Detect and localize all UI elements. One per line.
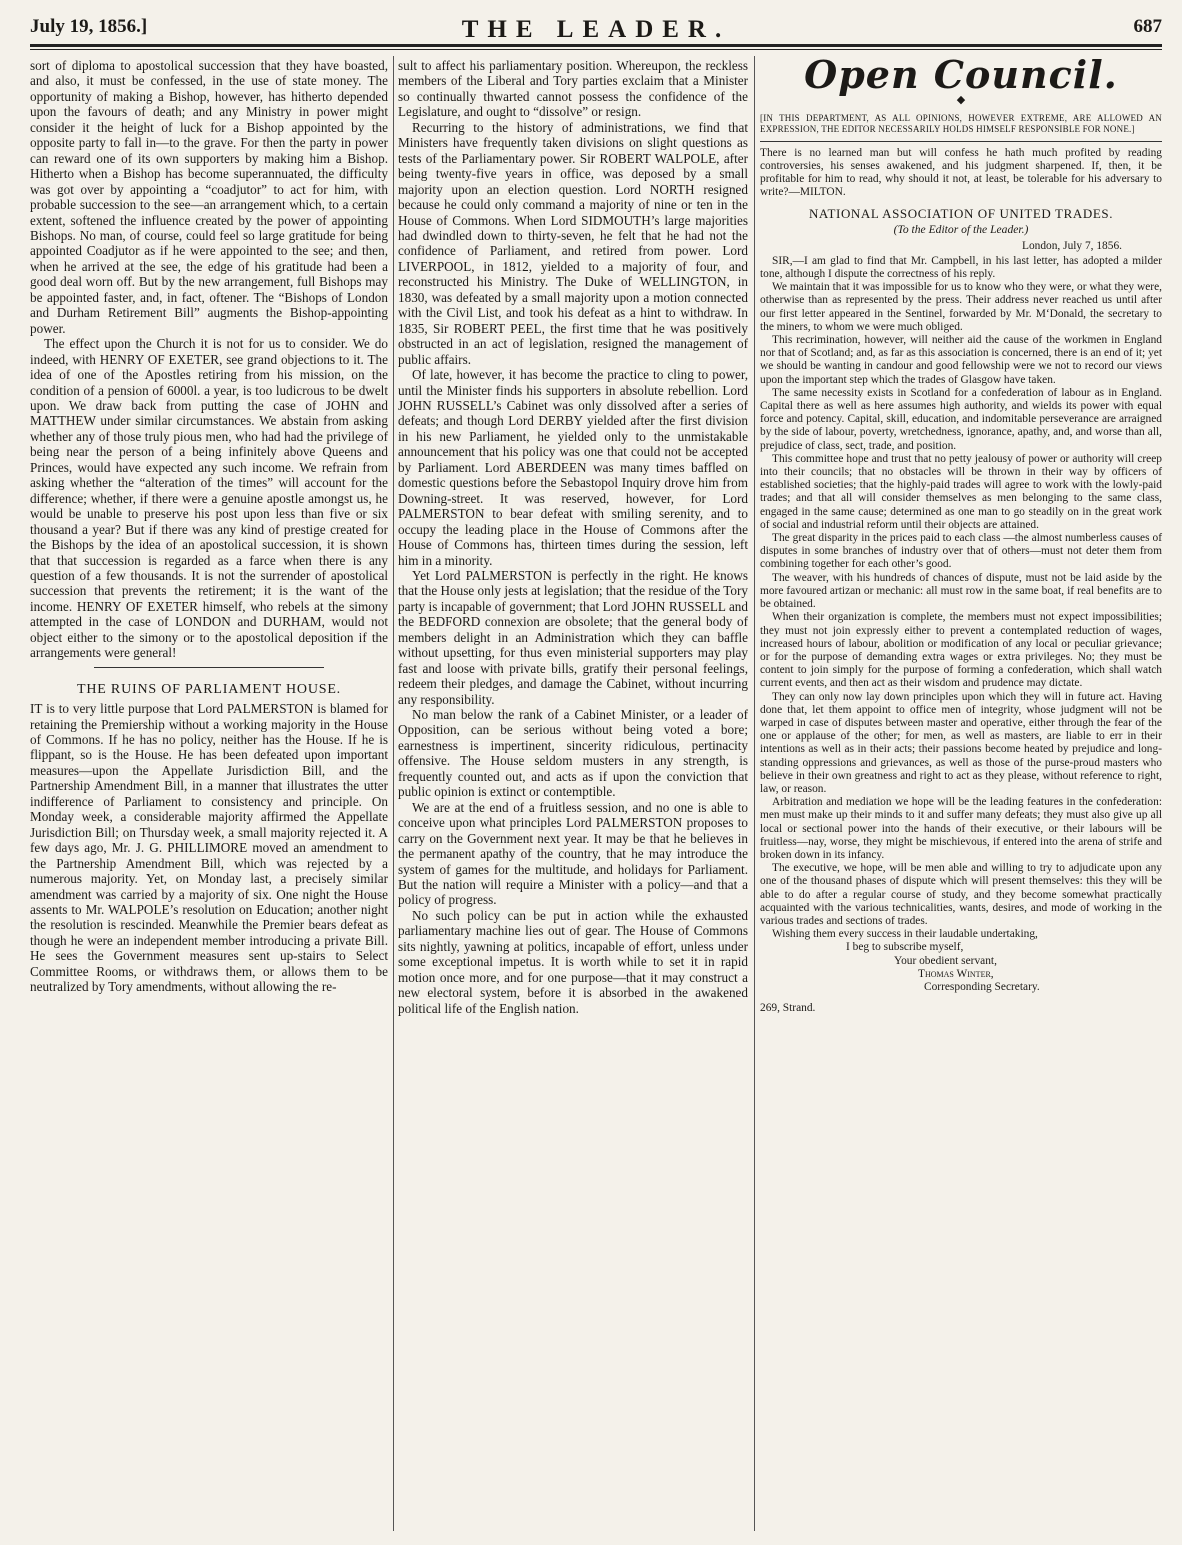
- letter-paragraph: The great disparity in the prices paid to each class —the almost numberless causes of disputes in some branches of industry over that of others—must not deter them from combining together for each other’s good.: [760, 532, 1162, 571]
- article-paragraph: Recurring to the history of administrations, we find that Ministers have frequently taken divisions on slight questions as tests of the Parliamentary power. Sir ROBERT WALPOLE, after being twenty-five years in office, was deposed by a small majority upon an election question. Lord NORTH resigned because he could only command a majority of nine or ten in the House of Commons. When Lord SIDMOUTH’s large majorities had dwindled down to thirty-seven, he felt that he had not the confidence of Parliament, and retired from power. Lord LIVERPOOL, in 1812, yielded to a majority of four, and reconstructed his Ministry. The Duke of WELLINGTON, in 1830, was defeated by a small majority upon a motion connected with the Civil List, and took his defeat as a hint to withdraw. In 1835, Sir ROBERT PEEL, the first time that he was positively obstructed in an act of legislation, resigned the management of public affairs.: [398, 119, 748, 367]
- newspaper-title: THE LEADER.: [461, 16, 731, 43]
- column-divider-1: [393, 56, 394, 1531]
- signature-line: I beg to subscribe myself,: [846, 941, 964, 954]
- article-paragraph: sult to affect his parliamentary position. Whereupon, the reckless members of the Liberal and Tory parties exclaim that a Minister so continually thwarted cannot possess the confidence of the Legislature, and ought to “dissolve” or resign.: [398, 58, 748, 120]
- letter-paragraph: The executive, we hope, will be men able and willing to try to adjudicate upon any one of the thousand phases of dispute which will present themselves: this they will be able to do after a regular course of study, and they become somewhat practically acquainted with the various technicalities, wants, desires, and mode of working in the various trades and sections of trades.: [760, 862, 1162, 927]
- letter-paragraph: When their organization is complete, the members must not expect impossibilities; they must not join expressly either to prevent a contemplated reduction of wages, increased hours of labour, abolition or modification of any local or peculiar grievance; or for the purpose of demanding extra wages or extra privileges. No; they must be content to join simply for the purpose of forming a confederation, which shall watch current events, and then act as their wisdom and prudence may dictate.: [760, 611, 1162, 690]
- open-council-heading: Open Council.: [804, 52, 1118, 97]
- letter-title: NATIONAL ASSOCIATION OF UNITED TRADES.: [808, 206, 1114, 222]
- signature-line: Your obedient servant,: [894, 954, 997, 967]
- letter-paragraph: SIR,—I am glad to find that Mr. Campbell, in his last letter, has adopted a milder tone, although I dispute the correctness of his reply.: [760, 254, 1162, 281]
- signature-name: Thomas Winter,: [918, 967, 994, 980]
- ornament-icon: ◆: [956, 94, 966, 106]
- letter-paragraph: They can only now lay down principles upon which they will in future act. Having done that, let them appoint to office men of integrity, whose judgment will not be warped in case of disputes between master and operative, either through the fear of the one or applause of the other; for men, as well as masters, are liable to err in their intentions as well as in their acts; their passions become heated by prejudice and long-standing oppressions and grievances, as well as those of the purse-proud masters who believe in their own greatness and right to act as they please, without reference to right, law, or reason.: [760, 690, 1162, 795]
- column-2: [398, 58, 748, 1528]
- article-paragraph: sort of diploma to apostolical succession that they have boasted, and also, it must be confessed, in the use of state money. The opportunity of making a Bishop, however, has hitherto depended upon the favours of death; and any Ministry in power might consider it the height of luck for a Bishop appointed by the opposite party to fall in—to the grave. For then the party in power can reward one of its own supporters by making him a Bishop. Hitherto when a Bishop has become superannuated, the difficulty was got over by appointing a “coadjutor” to act for him, with probable succession to the see—an arrangement which, to a certain extent, softened the influence created by the power of appointing Bishops. No man, of course, could feel so large gratitude for being appointed Coadjutor as if he were appointed to the see; and then, when he arrived at the see, the edge of his gratitude had been a good deal worn off. But by the new arrangement, full Bishops may be appointed faster, and, in fact, oftener. The “Bishops of London and Durham Retirement Bill” augments the Bishop-appointing power.: [30, 58, 388, 336]
- letter-paragraph: The same necessity exists in Scotland for a confederation of labour as in England. Capital there as well as here assumes high authority, and wields its power with equal force and potency. Capital, skill, education, and indomitable perseverance are arraigned by the side of labour, poverty, wretchedness, ignorance, apathy, and, and worse than all, prejudice of class, sect, trade, and position.: [760, 386, 1162, 452]
- column-divider-2: [754, 56, 755, 1531]
- header-rule: [30, 44, 1162, 47]
- article-paragraph: Of late, however, it has become the practice to cling to power, until the Minister finds his supporters in absolute rebellion. Lord JOHN RUSSELL’s Cabinet was only dissolved after a series of defeats; and though Lord DERBY yielded after the first division in his new Parliament, he yielded only to the unmistakable announcement that his policy was one that could not be accepted by Parliament. Lord ABERDEEN was many times baffled on domestic questions before the Sebastopol Inquiry drove him from Downing-street. It was reserved, however, for Lord PALMERSTON to bear defeat with smiling serenity, and to occupy the leading place in the House of Commons after the House of Commons has, thirteen times during the session, left him in a minority.: [398, 367, 748, 568]
- section-rule: [760, 141, 1162, 142]
- sender-address: 269, Strand.: [760, 1002, 816, 1015]
- masthead: [30, 16, 1162, 56]
- letter-paragraph: We maintain that it was impossible for us to know who they were, or what they were, otherwise than as represented by the press. Their address never reached us until after our first letter appeared in the Sentinel, forwarded by Mr. M‘Donald, the secretary to the miners, to whom we were much obliged.: [760, 281, 1162, 333]
- column-3: [760, 52, 1162, 1528]
- article-paragraph: No such policy can be put in action while the exhausted parliamentary machine lies out of gear. The House of Commons sits nightly, yawning at politics, incapable of effort, unless under some exceptional impetus. It is worth while to set it in rapid motion once more, and for one purpose—that it may construct a new electoral system, before it is absorbed in the awakened political life of the English nation.: [398, 907, 748, 1016]
- letter-subtitle: (To the Editor of the Leader.): [893, 223, 1029, 237]
- editorial-note: [IN THIS DEPARTMENT, AS ALL OPINIONS, HOWEVER EXTREME, ARE ALLOWED AN EXPRESSION, THE EDITOR NECESSARILY HOLDS HIMSELF RESPONSIBLE FOR NONE.]: [760, 113, 1162, 135]
- epigraph: There is no learned man but will confess he hath much profited by reading controversies, his senses awakened, and his judgment sharpened. If, then, it be profitable for him to read, why should it not, at least, be tolerable for his adversary to write?—MILTON.: [760, 147, 1162, 199]
- section-divider: [94, 667, 324, 668]
- article-paragraph: No man below the rank of a Cabinet Minister, or a leader of Opposition, can be serious without being voted a bore; earnestness is impertinent, sincerity ridiculous, pertinacity offensive. The House seldom musters in any strength, is frequently counted out, and acts as if upon the conviction that public opinion is extinct or contemptible.: [398, 707, 748, 800]
- letter-date: London, July 7, 1856.: [1022, 239, 1122, 252]
- letter-paragraph: Arbitration and mediation we hope will be the leading features in the confederation: men must make up their minds to it and suffer many defeats; they must also give up all local or sectional power into the hands of their executive, or their labours will be fruitless—nay, worse, they might be mischievous, if entered into the arena of strife and broken down in its infancy.: [760, 796, 1162, 861]
- issue-date: July 19, 1856.]: [30, 16, 148, 37]
- letter-paragraph: This committee hope and trust that no petty jealousy of power or authority will creep into their councils; that no obstacles will be thrown in their way by officers of established societies; that the highly-paid trades will agree to work with the lowly-paid trades; and that all will consider themselves as men belonging to the same class, engaged in the same cause; determined as one man to go steadily on in the great work of social and industrial reform until their objects are attained.: [760, 452, 1162, 531]
- page-number: 687: [1133, 16, 1162, 37]
- header-rule-thin: [30, 49, 1162, 50]
- column-1: [30, 58, 388, 1528]
- letter-paragraph: This recrimination, however, will neither aid the cause of the workmen in England nor that of Scotland; and, as far as this association is concerned, there is an end of it; yet we should be wanting in candour and good fellowship were we not to record our views upon the important step which the trades of Glasgow have taken.: [760, 334, 1162, 386]
- section-title: THE RUINS OF PARLIAMENT HOUSE.: [77, 681, 341, 697]
- article-paragraph: IT is to very little purpose that Lord PALMERSTON is blamed for retaining the Premiership without a working majority in the House of Commons. If he has no policy, neither has the House. If he is flippant, so is the House. He has been defeated upon important measures—upon the Appellate Jurisdiction Bill, and the Partnership Amendment Bill, in a manner that illustrates the utter indifference of Parliament to consistency and principle. On Monday week, a considerable majority affirmed the Appellate Jurisdiction Bill; on Thursday week, a small majority rejected it. A few days ago, Mr. J. G. PHILLIMORE moved an amendment to the Partnership Amendment Bill, which was rejected by a numerous majority. Yet, on Monday last, a precisely similar amendment was carried by a majority of six. One night the House assents to Mr. WALPOLE’s resolution on Education; another night the resolution is rescinded. Meanwhile the Premier bears defeat as though he were an independent member introducing a private Bill. He sees the Government measures sent up-stairs to Select Committee Rooms, or withdraws them, or allows them to be neutralized by Tory amendments, without allowing the re-: [30, 701, 388, 995]
- letter-paragraph: Wishing them every success in their laudable undertaking,: [772, 928, 1038, 941]
- signature-title: Corresponding Secretary.: [924, 980, 1040, 993]
- article-paragraph: We are at the end of a fruitless session, and no one is able to conceive upon what principles Lord PALMERSTON proposes to carry on the Government next year. It may be that he believes in the permanent apathy of the country, that he may introduce the system of games for the multitude, and holidays for Parliament. But the nation will require a Minister with a policy—and that a policy of progress.: [398, 799, 748, 908]
- article-paragraph: The effect upon the Church it is not for us to consider. We do indeed, with HENRY OF EXETER, see grand objections to it. The idea of one of the Apostles retiring from his mission, on the condition of a pension of 6000l. a year, is too ludicrous to be dwelt upon. We draw back from putting the case of JOHN and MATTHEW under similar circumstances. We abstain from asking whether any of those truly pious men, who had had the privilege of being near the person of a being infinitely above Queens and Princes, would have expected any such income. We refrain from asking whether the “alteration of the times” will account for the difference; whether, if there were a genuine apostle amongst us, he would be unable to preserve his post upon less than five or six thousand a year? But if there was any kind of prestige created for the Bishops by the idea of an apostolical succession, it is shown that that succession is regarded as a farce when there is any question of a few thousands. It is not the surrender of apostolical succession that prevents the retirement; it is the want of the income. HENRY OF EXETER himself, who rebels at the simony attempted in the case of LONDON and DURHAM, would not object either to the simony or to the apostolical deposition if the arrangements were general!: [30, 336, 388, 661]
- letter-paragraph: The weaver, with his hundreds of chances of dispute, must not be laid aside by the more favoured artizan or mechanic: all must row in the same boat, if real benefits are to be obtained.: [760, 571, 1162, 611]
- article-paragraph: Yet Lord PALMERSTON is perfectly in the right. He knows that the House only jests at legislation; that the residue of the Tory party is incapable of government; that Lord JOHN RUSSELL and the BEDFORD connexion are obsolete; that the general body of members delight in an Administration which they can baffle without upsetting, for thus even ministerial supporters may play fast and loose with private bills, gratify their personal feelings, redeem their pledges, and damage the Cabinet, without incurring any responsibility.: [398, 567, 748, 707]
